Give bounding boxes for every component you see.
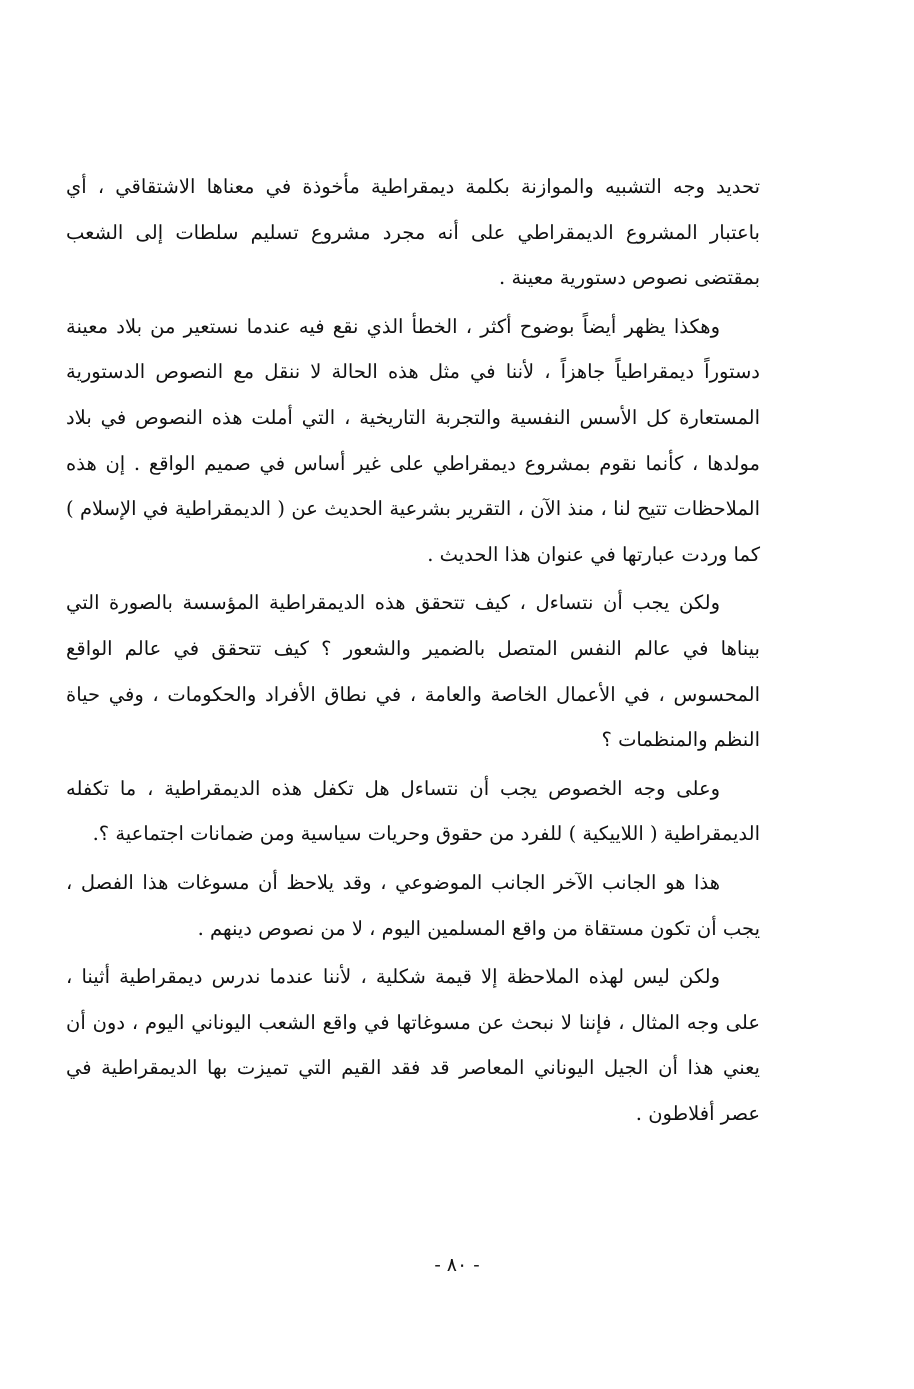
paragraph: وعلى وجه الخصوص يجب أن نتساءل هل تكفل هذه الديمقراطية ، ما تكفله الديمقراطية ( اللاييكية ) للفرد من حقوق وحريات سياسية ومن ضمانات اجتماعية ؟. [66, 776, 760, 846]
paragraph: هذا هو الجانب الآخر الجانب الموضوعي ، وقد يلاحظ أن مسوغات هذا الفصل ، يجب أن تكون مستقاة من واقع المسلمين اليوم ، لا من نصوص دينهم . [66, 870, 760, 940]
paragraph: ولكن يجب أن نتساءل ، كيف تتحقق هذه الديمقراطية المؤسسة بالصورة التي بيناها في عالم النفس المتصل بالضمير والشعور ؟ كيف تتحقق في عالم الواقع المحسوس ، في الأعمال الخاصة والعامة ، في نطاق الأفراد والحكومات ، وفي حياة النظم والمنظمات ؟ [66, 591, 760, 752]
paragraph: تحديد وجه التشبيه والموازنة بكلمة ديمقراطية مأخوذة في معناها الاشتقاقي ، أي باعتبار المشروع الديمقراطي على أنه مجرد مشروع تسليم سلطات إلى الشعب بمقتضى نصوص دستورية معينة . [66, 175, 760, 290]
body-text [66, 164, 760, 1139]
paragraph: وهكذا يظهر أيضاً بوضوح أكثر ، الخطأ الذي نقع فيه عندما نستعير من بلاد معينة دستوراً ديمقراطياً جاهزاً ، لأننا في مثل هذه الحالة لا ننقل مع النصوص الدستورية المستعارة كل الأسس النفسية والتجربة التاريخية ، التي أملت هذه النصوص في بلاد مولدها ، كأنما نقوم بمشروع ديمقراطي على غير أساس في صميم الواقع . إن هذه الملاحظات تتيح لنا ، منذ الآن ، التقرير بشرعية الحديث عن ( الديمقراطية في الإسلام ) كما وردت عبارتها في عنوان هذا الحديث . [66, 314, 760, 566]
page-number: - ٨٠ - [434, 1254, 480, 1276]
paragraph: ولكن ليس لهذه الملاحظة إلا قيمة شكلية ، لأننا عندما ندرس ديمقراطية أثينا ، على وجه المثال ، فإننا لا نبحث عن مسوغاتها في واقع الشعب اليوناني اليوم ، دون أن يعني هذا أن الجيل اليوناني المعاصر قد فقد القيم التي تميزت بها الديمقراطية في عصر أفلاطون . [66, 965, 760, 1125]
